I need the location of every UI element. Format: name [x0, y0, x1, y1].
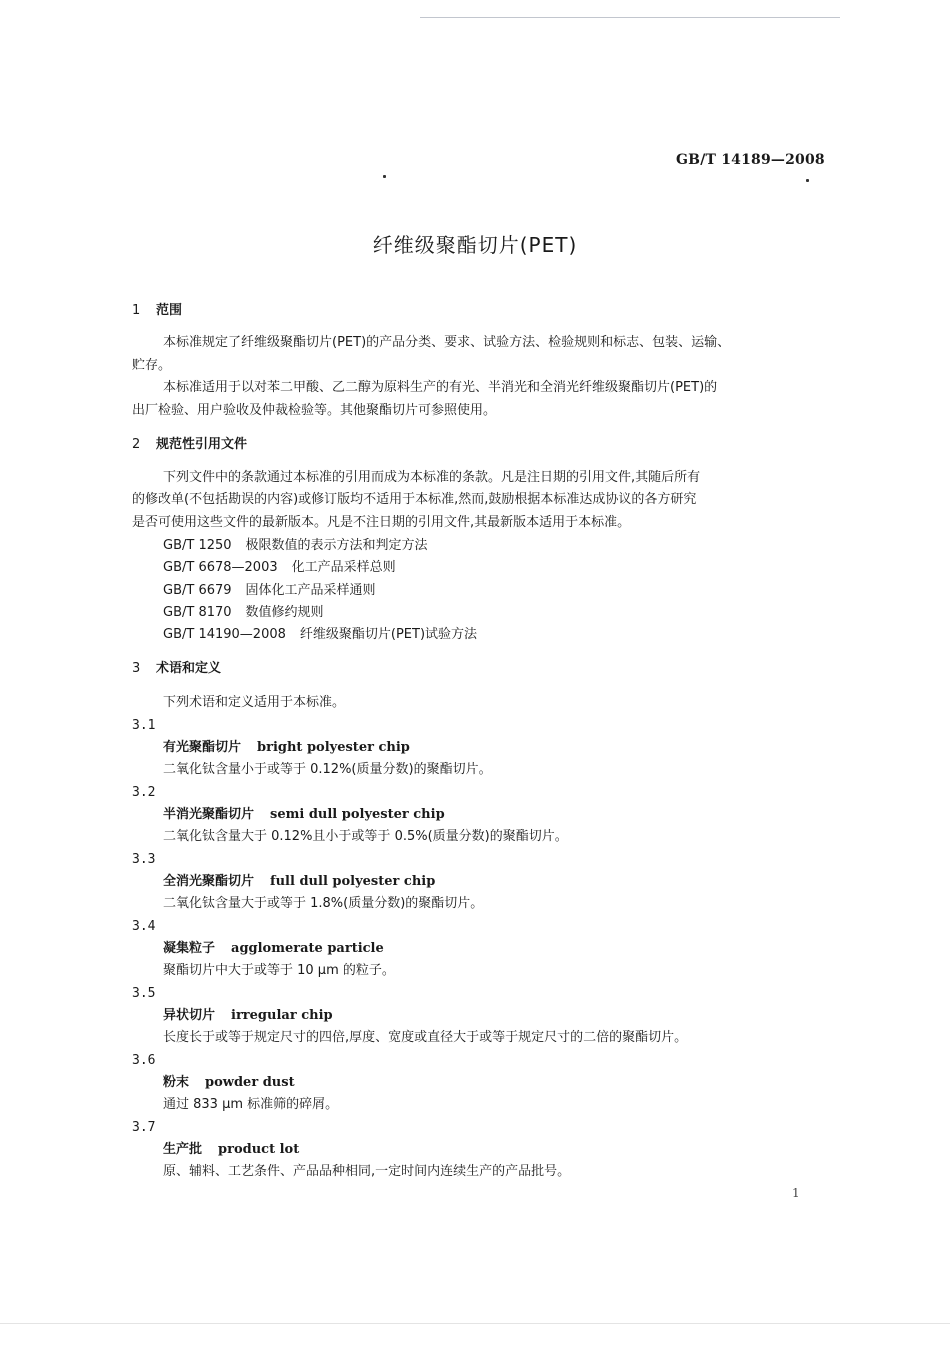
section-2-heading: [132, 436, 247, 454]
paragraph-line: 的修改单(不包括勘误的内容)或修订版均不适用于本标准,然而,鼓励根据本标准达成协议的各方研究: [132, 492, 697, 507]
section-title: 范围: [156, 303, 183, 318]
term-entry: [163, 806, 445, 824]
clause-number: 3.6: [132, 1053, 156, 1068]
standard-number: GB/T 14189—2008: [676, 152, 825, 168]
scan-speck: [806, 179, 809, 182]
section-title: 规范性引用文件: [156, 437, 248, 452]
term-chinese: 半消光聚酯切片: [163, 807, 255, 822]
paragraph-line: 贮存。: [132, 358, 172, 373]
reference-title: 数值修约规则: [245, 605, 324, 620]
paragraph-line: 本标准适用于以对苯二甲酸、乙二醇为原料生产的有光、半消光和全消光纤维级聚酯切片(PET)的: [163, 380, 718, 395]
term-chinese: 有光聚酯切片: [163, 740, 242, 755]
term-definition: 原、辅料、工艺条件、产品品种相同,一定时间内连续生产的产品批号。: [163, 1164, 571, 1179]
term-definition: 通过 833 μm 标准筛的碎屑。: [163, 1097, 339, 1112]
clause-number: 3.3: [132, 852, 156, 867]
document-title: 纤维级聚酯切片(PET): [372, 233, 578, 257]
clause-number: 3.1: [132, 718, 156, 733]
section-number: 3: [132, 661, 141, 676]
reference-title: 固体化工产品采样通则: [245, 583, 376, 598]
scan-edge-bottom: [0, 1323, 950, 1324]
reference-code: GB/T 1250: [163, 538, 232, 553]
term-definition: 二氧化钛含量大于 0.12%且小于或等于 0.5%(质量分数)的聚酯切片。: [163, 829, 568, 844]
reference-code: GB/T 14190—2008: [163, 627, 286, 642]
term-entry: [163, 1141, 299, 1159]
clause-number: 3.7: [132, 1120, 156, 1135]
paragraph-line: 下列术语和定义适用于本标准。: [163, 695, 346, 710]
paragraph-line: 本标准规定了纤维级聚酯切片(PET)的产品分类、要求、试验方法、检验规则和标志、包装、运输、: [163, 335, 731, 350]
term-chinese: 全消光聚酯切片: [163, 874, 255, 889]
reference-title: 纤维级聚酯切片(PET)试验方法: [299, 627, 478, 642]
paragraph-line: 下列文件中的条款通过本标准的引用而成为本标准的条款。凡是注日期的引用文件,其随后所有: [163, 470, 701, 485]
term-english: full dull polyester chip: [270, 874, 436, 889]
term-chinese: 粉末: [163, 1075, 190, 1090]
reference-code: GB/T 6679: [163, 583, 232, 598]
term-definition: 长度长于或等于规定尺寸的四倍,厚度、宽度或直径大于或等于规定尺寸的二倍的聚酯切片。: [163, 1030, 688, 1045]
term-definition: 二氧化钛含量大于或等于 1.8%(质量分数)的聚酯切片。: [163, 896, 484, 911]
term-english: bright polyester chip: [257, 740, 410, 755]
scan-speck: [383, 175, 386, 178]
reference-title: 极限数值的表示方法和判定方法: [245, 538, 428, 553]
scan-edge-top: [420, 17, 840, 18]
term-chinese: 异状切片: [163, 1008, 216, 1023]
reference-title: 化工产品采样总则: [291, 560, 396, 575]
reference-item: [163, 604, 324, 622]
section-title: 术语和定义: [156, 661, 222, 676]
term-entry: [163, 739, 410, 757]
term-definition: 聚酯切片中大于或等于 10 μm 的粒子。: [163, 963, 395, 978]
reference-item: [163, 559, 396, 577]
reference-code: GB/T 6678—2003: [163, 560, 278, 575]
term-english: semi dull polyester chip: [270, 807, 445, 822]
paragraph-line: 出厂检验、用户验收及仲裁检验等。其他聚酯切片可参照使用。: [132, 403, 497, 418]
term-definition: 二氧化钛含量小于或等于 0.12%(质量分数)的聚酯切片。: [163, 762, 492, 777]
term-chinese: 凝集粒子: [163, 941, 216, 956]
section-1-heading: [132, 302, 182, 320]
clause-number: 3.2: [132, 785, 156, 800]
term-entry: [163, 873, 435, 891]
term-entry: [163, 1007, 333, 1025]
paragraph-line: 是否可使用这些文件的最新版本。凡是不注日期的引用文件,其最新版本适用于本标准。: [132, 515, 631, 530]
reference-item: [163, 582, 376, 600]
page-number: 1: [792, 1186, 800, 1200]
term-english: irregular chip: [231, 1008, 333, 1023]
clause-number: 3.4: [132, 919, 156, 934]
reference-item: [163, 626, 477, 644]
term-entry: [163, 940, 384, 958]
section-number: 2: [132, 437, 141, 452]
term-chinese: 生产批: [163, 1142, 203, 1157]
section-3-heading: [132, 660, 221, 678]
term-english: product lot: [218, 1142, 300, 1157]
reference-item: [163, 537, 428, 555]
term-entry: [163, 1074, 295, 1092]
clause-number: 3.5: [132, 986, 156, 1001]
reference-code: GB/T 8170: [163, 605, 232, 620]
section-number: 1: [132, 303, 141, 318]
term-english: powder dust: [205, 1075, 295, 1090]
term-english: agglomerate particle: [231, 941, 384, 956]
